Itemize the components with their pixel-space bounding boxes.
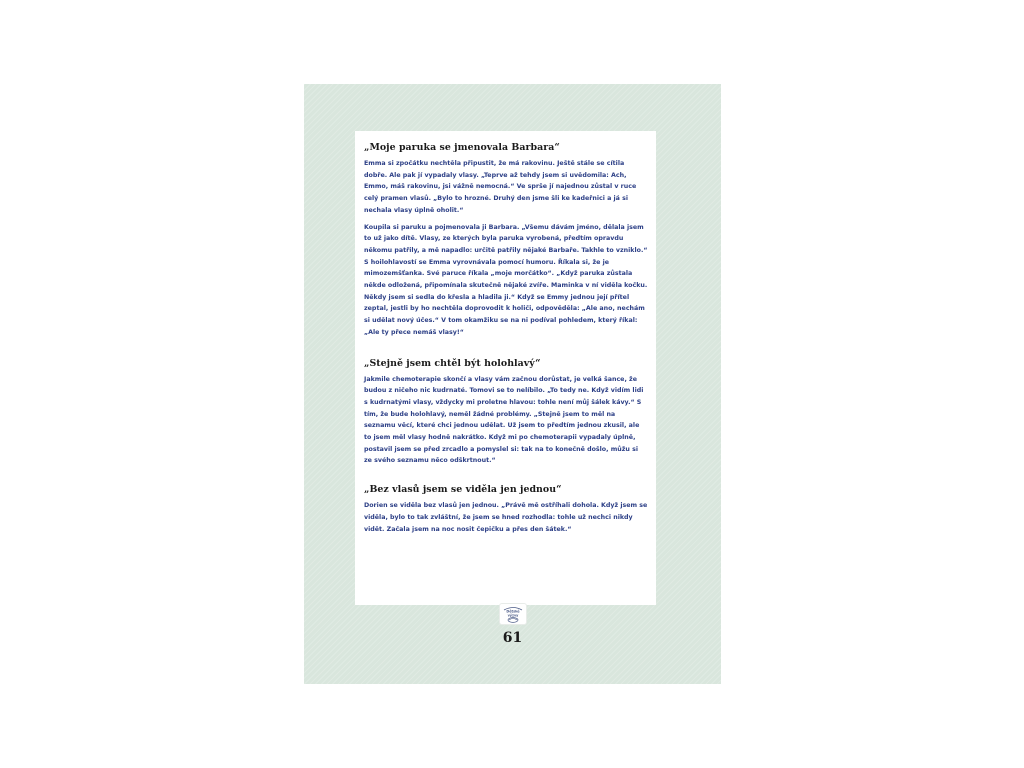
logo-text-top: Dětské bbox=[506, 609, 520, 614]
text-panel bbox=[355, 131, 656, 605]
paragraph: Emma si zpočátku nechtěla připustit, že má rakovinu. Ještě stále se cítila dobře. Ale pak jí vypadaly vlasy. „Teprve až tehdy jsem si uvědomila: Ach, Emmo, máš rakovinu, jsi vážně nemocná.“ Ve sprše jí najednou zůstal v ruce celý pramen vlasů. „Bylo to hrozné. Druhý den jsme šli ke kadeřnici a já si nechala vlasy úplně oholit.“ bbox=[364, 160, 637, 214]
logo-text-bottom: výzvy bbox=[507, 613, 519, 618]
book-page bbox=[304, 84, 721, 684]
spacer bbox=[364, 344, 648, 358]
paragraph: Jakmile chemoterapie skončí a vlasy vám začnou dorůstat, je velká šance, že budou z ničeho nic kudrnaté. Tomovi se to nelíbilo. „To tedy ne. Když vidím lidi s kudrnatými vlasy, vždycky mi proletne hlavou: tohle není můj šálek kávy.“ S tím, že bude holohlavý, neměl žádné problémy. „Stejně jsem to měl na seznamu věcí, které chci jednou udělat. Už jsem to předtím jednou zkusil, ale to jsem měl vlasy hodně nakrátko. Když mi po chemoterapii vypadaly úplně, postavil jsem se před zrcadlo a pomyslel si: tak na to konečně došlo, můžu si ze svého seznamu něco odškrtnout.“ bbox=[364, 375, 644, 465]
page-number: 61 bbox=[502, 630, 523, 646]
spacer bbox=[364, 472, 648, 484]
section-title-holohlavy: „Stejně jsem chtěl být holohlavý“ bbox=[364, 357, 541, 369]
section-title-bez-vlasu: „Bez vlasů jsem se viděla jen jednou“ bbox=[364, 484, 562, 496]
section-title-barbara: „Moje paruka se jmenovala Barbara“ bbox=[364, 142, 560, 153]
paragraph: Dorien se viděla bez vlasů jen jednou. „Právě mě ostříhali dohola. Když jsem se viděla, bylo to tak zvláštní, že jsem se hned rozhodla: tohle už nechci nikdy vidět. Začala jsem na noc nosit čepičku a přes den šátek.“ bbox=[364, 502, 648, 533]
paragraph: Koupila si paruku a pojmenovala ji Barbara. „Všemu dávám jméno, dělala jsem to už jako dítě. Vlasy, ze kterých byla paruka vyrobená, předtím opravdu někomu patřily, a mě napadlo: určitě patřily nějaké Barbaře. Takhle to vzniklo.“ S hoilohlavostí se Emma vyrovnávala pomocí humoru. Říkala si, že je mimozemšťanka. Své paruce říkala „moje morčátko“. „Když paruka zůstala někde odložená, připomínala skutečně nějaké zvíře. Maminka v ní viděla kočku. Někdy jsem si sedla do křesla a hladila ji.“ Když se Emmy jednou její přítel zeptal, jestli by ho nechtěla doprovodit k holiči, odpověděla: „Ale ano, nechám si udělat nový účes.“ V tom okamžiku se na ni podíval pohledem, který říkal: „Ale ty přece nemáš vlasy!“ bbox=[364, 223, 648, 336]
publisher-logo-icon bbox=[500, 604, 526, 624]
